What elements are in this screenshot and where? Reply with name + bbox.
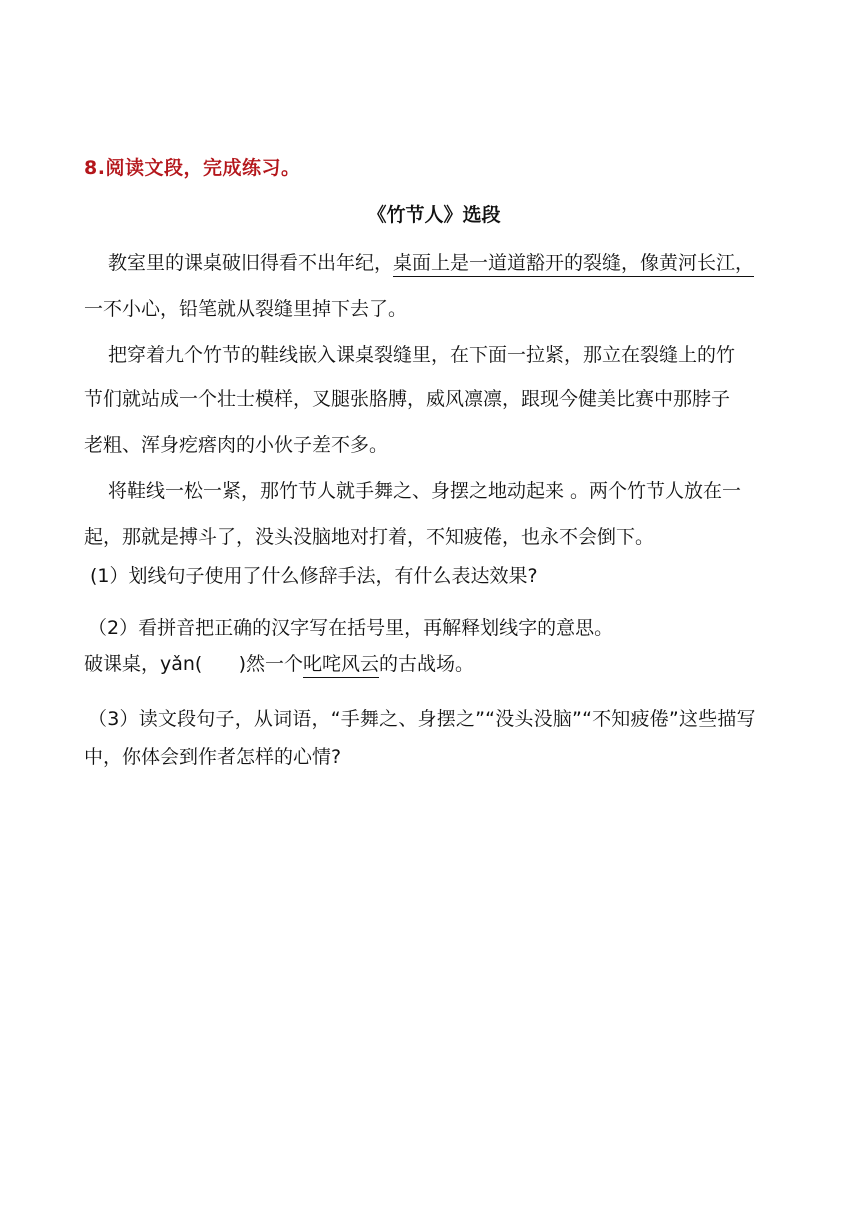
paragraph-2-line-1: 把穿着九个竹节的鞋线嵌入课桌裂缝里，在下面一拉紧，那立在裂缝上的竹 xyxy=(108,344,736,366)
question-2-line xyxy=(84,651,474,677)
passage-title: 《竹节人》选段 xyxy=(367,204,501,226)
underlined-word: 叱咤风云 xyxy=(303,653,379,678)
paragraph-1-line-1 xyxy=(108,250,754,276)
paragraph-2-line-2: 节们就站成一个壮士模样，叉腿张胳膊，威风凛凛，跟现今健美比赛中那脖子 xyxy=(84,388,731,410)
question-3-line-1: （3）读文段句子，从词语，“手舞之、身摆之”“没头没脑”“不知疲倦”这些描写 xyxy=(88,708,756,730)
paragraph-2-line-3: 老粗、浑身疙瘩肉的小伙子差不多。 xyxy=(84,434,389,456)
pinyin-text: 破课桌，yǎn( xyxy=(84,653,203,675)
paragraph-3-line-2: 起，那就是搏斗了，没头没脑地对打着，不知疲倦，也永不会倒下。 xyxy=(84,526,655,548)
paragraph-1-line-2: 一不小心，铅笔就从裂缝里掉下去了。 xyxy=(84,298,408,320)
question-1: (1）划线句子使用了什么修辞手法，有什么表达效果? xyxy=(90,565,538,587)
paragraph-1-text: 教室里的课桌破旧得看不出年纪， xyxy=(108,252,394,274)
question-2-prompt: （2）看拼音把正确的汉字写在括号里，再解释划线字的意思。 xyxy=(88,617,614,639)
underlined-sentence: 桌面上是一道道豁开的裂缝，像黄河长江， xyxy=(393,252,754,277)
paragraph-3-line-1: 将鞋线一松一紧，那竹节人就手舞之、身摆之地动起来 。两个竹节人放在一 xyxy=(108,480,742,502)
question-3-line-2: 中，你体会到作者怎样的心情? xyxy=(84,746,342,768)
question-2-mid-text: )然一个 xyxy=(238,653,304,675)
answer-blank[interactable] xyxy=(202,653,238,675)
question-2-end-text: 的古战场。 xyxy=(379,653,475,675)
question-heading: 8.阅读文段，完成练习。 xyxy=(84,157,301,179)
